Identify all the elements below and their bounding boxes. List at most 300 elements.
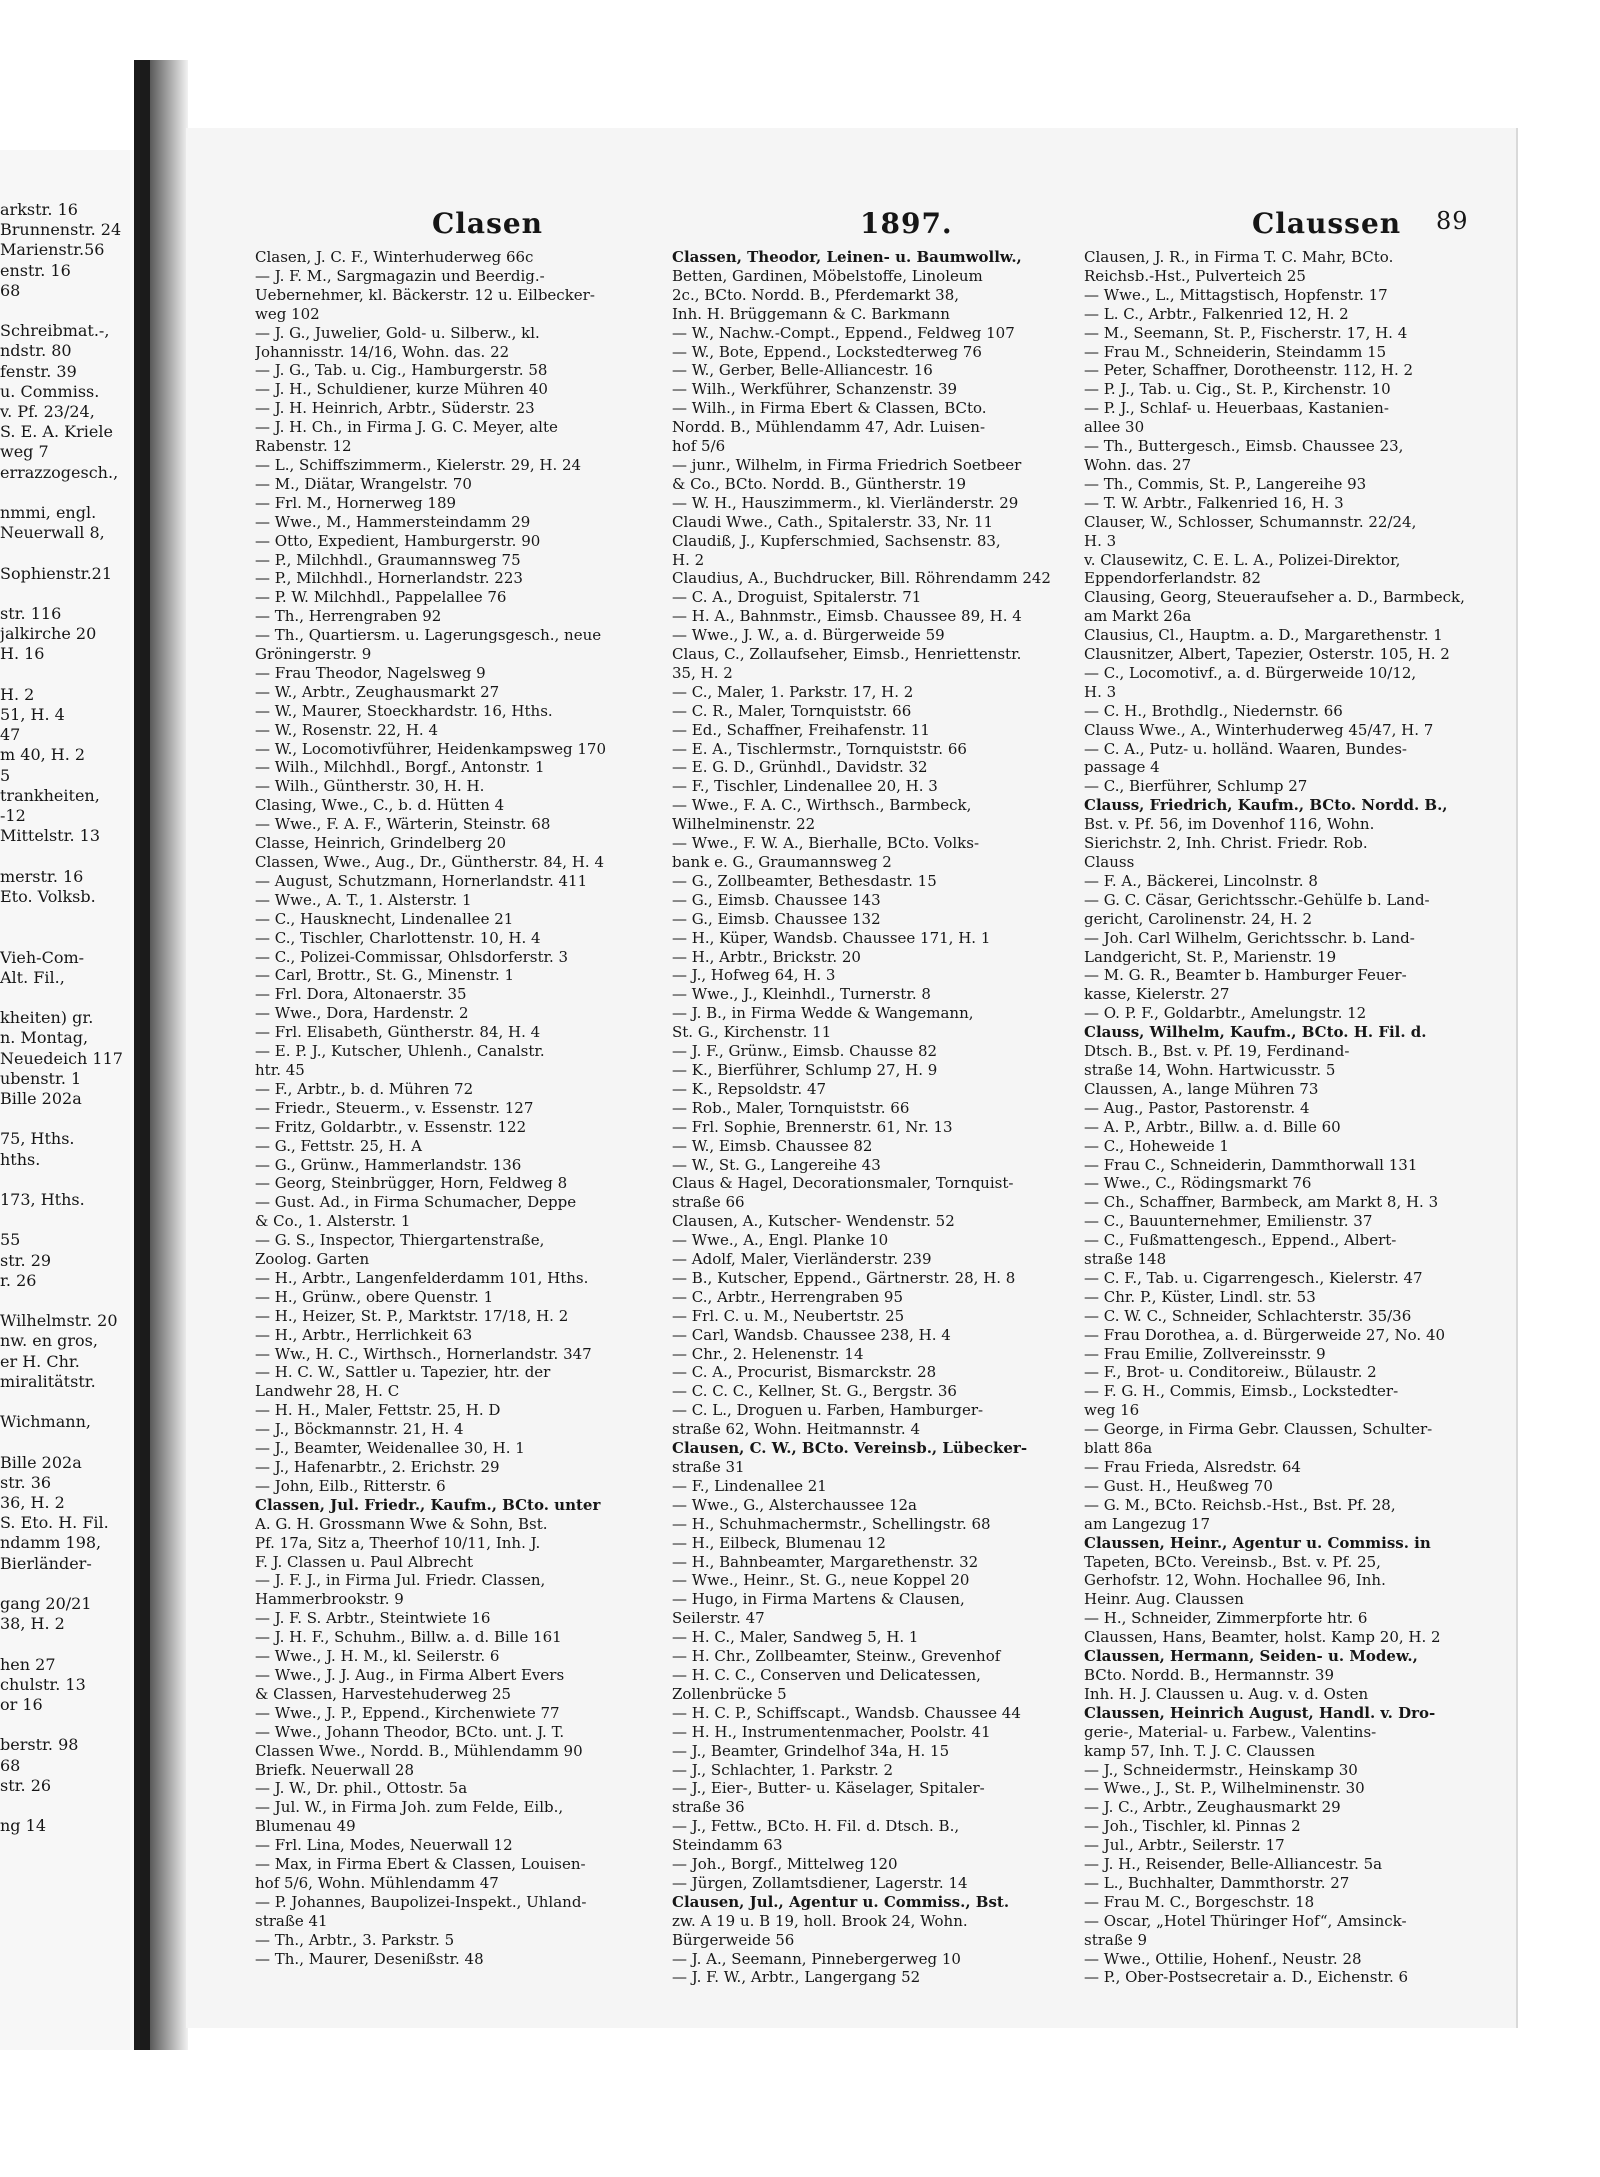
directory-entry-line: weg 16	[1084, 1401, 1140, 1420]
directory-entry-line: — J. G., Juwelier, Gold- u. Silberw., kl.	[255, 323, 540, 342]
directory-entry-line: Claus & Hagel, Decorationsmaler, Tornquist-	[672, 1174, 1014, 1193]
directory-entry-line: straße 148	[1084, 1250, 1167, 1269]
spine-shadow	[150, 60, 188, 2050]
directory-entry-line: — P. W. Milchhdl., Pappelallee 76	[255, 588, 507, 607]
directory-entry-line: — Wilh., in Firma Ebert & Classen, BCto.	[672, 399, 987, 418]
directory-entry-line: — George, in Firma Gebr. Claussen, Schulter-	[1084, 1420, 1433, 1439]
directory-entry-line: — G., Zollbeamter, Bethesdastr. 15	[672, 871, 937, 890]
directory-entry-line: — Otto, Expedient, Hamburgerstr. 90	[255, 531, 541, 550]
directory-entry-line: — C. C. C., Kellner, St. G., Bergstr. 36	[672, 1382, 957, 1401]
directory-entry-line: — Ww., H. C., Wirthsch., Hornerlandstr. 347	[255, 1344, 592, 1363]
directory-entry-line: Hammerbrookstr. 9	[255, 1590, 404, 1609]
directory-entry-line: — Carl, Wandsb. Chaussee 238, H. 4	[672, 1325, 951, 1344]
directory-entry-line: Clasing, Wwe., C., b. d. Hütten 4	[255, 796, 505, 815]
directory-entry-line: BCto. Nordd. B., Hermannstr. 39	[1084, 1665, 1334, 1684]
directory-entry-line: Clausen, J. R., in Firma T. C. Mahr, BCto.	[1084, 248, 1394, 266]
directory-entry-line: — Max, in Firma Ebert & Classen, Louisen-	[255, 1855, 586, 1874]
left-fragment-line	[0, 1432, 130, 1452]
directory-entry-line: & Classen, Harvestehuderweg 25	[255, 1684, 512, 1703]
directory-entry-line: — J., Beamter, Grindelhof 34a, H. 15	[672, 1741, 950, 1760]
directory-entry-line: — J., Beamter, Weidenallee 30, H. 1	[255, 1439, 525, 1458]
left-page-fragment	[0, 150, 134, 2050]
directory-entry-line: Zoolog. Garten	[255, 1250, 370, 1269]
left-fragment-line: n. Montag,	[0, 1028, 89, 1048]
directory-entry-line: — Wwe., G., Alsterchaussee 12a	[672, 1495, 917, 1514]
directory-entry-line: — J., Hafenarbtr., 2. Erichstr. 29	[255, 1458, 500, 1476]
left-fragment-line: ng 14	[0, 1816, 46, 1836]
book-spine	[134, 60, 150, 2050]
directory-entry-line: Uebernehmer, kl. Bäckerstr. 12 u. Eilbecker-	[255, 285, 595, 304]
directory-entry-line: — Wwe., J. P., Eppend., Kirchenwiete 77	[255, 1703, 560, 1722]
directory-entry-line: St. G., Kirchenstr. 11	[672, 1023, 832, 1042]
left-fragment-line	[0, 665, 130, 685]
directory-entry-line: — Th., Arbtr., 3. Parkstr. 5	[255, 1930, 455, 1949]
directory-entry-line: — C., Bauunternehmer, Emilienstr. 37	[1084, 1212, 1373, 1231]
directory-entry-line: — H. C., Maler, Sandweg 5, H. 1	[672, 1628, 919, 1647]
directory-entry-line: — K., Bierführer, Schlump 27, H. 9	[672, 1060, 938, 1079]
directory-entry-line: hof 5/6, Wohn. Mühlendamm 47	[255, 1873, 499, 1892]
left-fragment-line	[0, 1291, 130, 1311]
directory-entry-line: — G., Eimsb. Chaussee 143	[672, 890, 881, 909]
left-fragment-line: Bille 202a	[0, 1088, 82, 1108]
directory-entry-line: — A. P., Arbtr., Billw. a. d. Bille 60	[1084, 1117, 1341, 1136]
directory-entry-line: — H., Eilbeck, Blumenau 12	[672, 1533, 886, 1552]
directory-entry-line: — K., Repsoldstr. 47	[672, 1079, 827, 1098]
directory-entry-line: — J. H., Schuldiener, kurze Mühren 40	[255, 380, 548, 399]
directory-entry-line: Clausius, Cl., Hauptm. a. D., Margarethenstr. 1	[1084, 626, 1443, 645]
directory-entry-line: — Frl. Elisabeth, Güntherstr. 84, H. 4	[255, 1023, 541, 1042]
directory-entry-line: — P., Milchhdl., Graumannsweg 75	[255, 550, 521, 569]
directory-entry-line: — C. H., Brothdlg., Niedernstr. 66	[1084, 701, 1343, 720]
directory-entry-line: — Frl. Dora, Altonaerstr. 35	[255, 985, 467, 1004]
directory-entry-line: — C., Hausknecht, Lindenallee 21	[255, 909, 514, 928]
directory-entry-line: Nordd. B., Mühlendamm 47, Adr. Luisen-	[672, 418, 986, 437]
directory-entry-line: — Frl. Sophie, Brennerstr. 61, Nr. 13	[672, 1117, 953, 1136]
left-fragment-line: chulstr. 13	[0, 1674, 86, 1694]
directory-entry-line: — F., Lindenallee 21	[672, 1476, 827, 1495]
directory-entry-line: — L., Buchhalter, Dammthorstr. 27	[1084, 1873, 1350, 1892]
directory-entry-line: — P. J., Schlaf- u. Heuerbaas, Kastanien-	[1084, 399, 1389, 418]
left-fragment-line: Bierländer-	[0, 1553, 92, 1573]
directory-entry-line: — Joh., Tischler, kl. Pinnas 2	[1084, 1817, 1301, 1836]
directory-entry-line: — C., Maler, 1. Parkstr. 17, H. 2	[672, 682, 914, 701]
directory-entry-line: Claussen, Hermann, Seiden- u. Modew.,	[1084, 1647, 1418, 1666]
left-fragment-line: Schreibmat.-,	[0, 321, 110, 341]
directory-entry-line: — T. W. Arbtr., Falkenried 16, H. 3	[1084, 493, 1344, 512]
directory-entry-line: Classen, Wwe., Aug., Dr., Güntherstr. 84, H. 4	[255, 853, 604, 871]
directory-entry-line: — Wwe., M., Hammersteindamm 29	[255, 512, 531, 531]
directory-entry-line: straße 9	[1084, 1930, 1148, 1949]
directory-entry-line: — H., Arbtr., Langenfelderdamm 101, Hths.	[255, 1268, 589, 1287]
directory-entry-line: — J. B., in Firma Wedde & Wangemann,	[672, 1004, 974, 1023]
directory-entry-line: Claudius, A., Buchdrucker, Bill. Röhrendamm 242	[672, 569, 1051, 588]
directory-entry-line: — J. F. W., Arbtr., Langergang 52	[672, 1968, 921, 1987]
directory-entry-line: — W., St. G., Langereihe 43	[672, 1155, 881, 1174]
left-fragment-line: str. 36	[0, 1472, 52, 1492]
directory-entry-line: Gröningerstr. 9	[255, 645, 372, 664]
directory-entry-line: — Wwe., F. A. C., Wirthsch., Barmbeck,	[672, 796, 972, 815]
directory-entry-line: — E. P. J., Kutscher, Uhlenh., Canalstr.	[255, 1042, 545, 1061]
left-fragment-line: nmmi, engl.	[0, 503, 97, 523]
directory-entry-line: — G., Eimsb. Chaussee 132	[672, 909, 881, 928]
left-fragment-line: 5	[0, 765, 11, 785]
left-fragment-line: jalkirche 20	[0, 624, 97, 644]
directory-entry-line: — L., Schiffszimmerm., Kielerstr. 29, H. 24	[255, 455, 582, 474]
left-fragment-line: u. Commiss.	[0, 381, 100, 401]
directory-entry-line: — C. L., Droguen u. Farben, Hamburger-	[672, 1401, 984, 1420]
left-fragment-line: Bille 202a	[0, 1452, 82, 1472]
left-fragment-line: Marienstr.56	[0, 240, 105, 260]
directory-entry-line: — G. S., Inspector, Thiergartenstraße,	[255, 1231, 545, 1250]
left-fragment-line: r. 26	[0, 1270, 37, 1290]
directory-entry-line: — Wwe., F. A. F., Wärterin, Steinstr. 68	[255, 815, 551, 834]
directory-entry-line: straße 36	[672, 1798, 745, 1817]
directory-entry-line: — P., Milchhdl., Hornerlandstr. 223	[255, 569, 523, 588]
directory-entry-line: — Wwe., C., Rödingsmarkt 76	[1084, 1174, 1312, 1193]
directory-entry-line: — Oscar, „Hotel Thüringer Hof“, Amsinck-	[1084, 1911, 1407, 1930]
left-fragment-line: 68	[0, 1755, 21, 1775]
directory-entry-line: — C. W. C., Schneider, Schlachterstr. 35/36	[1084, 1306, 1412, 1325]
directory-entry-line: — G., Fettstr. 25, H. A	[255, 1136, 422, 1155]
left-fragment-line	[0, 847, 130, 867]
directory-entry-line: — G. M., BCto. Reichsb.-Hst., Bst. Pf. 28,	[1084, 1495, 1396, 1514]
directory-entry-line: Zollenbrücke 5	[672, 1684, 787, 1703]
directory-entry-line: — J., Schneidermstr., Heinskamp 30	[1084, 1760, 1358, 1779]
directory-entry-line: Claussen, Heinr., Agentur u. Commiss. in	[1084, 1533, 1431, 1552]
left-fragment-line: 36, H. 2	[0, 1493, 65, 1512]
left-fragment-line: Vieh-Com-	[0, 947, 85, 967]
directory-entry-line: — P., Ober-Postsecretair a. D., Eichenstr. 6	[1084, 1968, 1409, 1987]
left-fragment-line: 55	[0, 1230, 21, 1250]
directory-entry-line: Heinr. Aug. Claussen	[1084, 1590, 1244, 1609]
directory-entry-line: — junr., Wilhelm, in Firma Friedrich Soetbeer	[672, 455, 1022, 474]
directory-entry-line: — C., Arbtr., Herrengraben 95	[672, 1287, 904, 1306]
directory-entry-line: — E. G. D., Grünhdl., Davidstr. 32	[672, 758, 928, 777]
directory-entry-line: — J., Hofweg 64, H. 3	[672, 966, 836, 985]
directory-entry-line: — J. W., Dr. phil., Ottostr. 5a	[255, 1779, 468, 1798]
directory-entry-line: — John, Eilb., Ritterstr. 6	[255, 1476, 446, 1495]
directory-entry-line: Clausnitzer, Albert, Tapezier, Osterstr. 105, H. 2	[1084, 645, 1450, 664]
directory-entry-line: — O. P. F., Goldarbtr., Amelungstr. 12	[1084, 1004, 1367, 1023]
directory-entry-line: Reichsb.-Hst., Pulverteich 25	[1084, 266, 1306, 285]
left-fragment-line: hen 27	[0, 1654, 56, 1674]
directory-entry-line: — Wwe., J. W., a. d. Bürgerweide 59	[672, 626, 945, 645]
directory-entry-line: — Wilh., Milchhdl., Borgf., Antonstr. 1	[255, 758, 545, 777]
directory-entry-line: H. 3	[1084, 682, 1117, 701]
directory-entry-line: — Frau Frieda, Alsredstr. 64	[1084, 1458, 1301, 1476]
left-fragment-line: str. 116	[0, 604, 62, 624]
directory-entry-line: — Wilh., Werkführer, Schanzenstr. 39	[672, 380, 958, 399]
directory-entry-line: Tapeten, BCto. Vereinsb., Bst. v. Pf. 25,	[1084, 1552, 1381, 1571]
directory-entry-line: 2c., BCto. Nordd. B., Pferdemarkt 38,	[672, 285, 959, 304]
left-fragment-line: 51, H. 4	[0, 705, 65, 725]
left-fragment-line: H. 16	[0, 644, 45, 664]
left-fragment-line: H. 2	[0, 684, 35, 704]
directory-entry-line: Dtsch. B., Bst. v. Pf. 19, Ferdinand-	[1084, 1042, 1350, 1061]
directory-entry-line: — H. H., Instrumentenmacher, Poolstr. 41	[672, 1722, 991, 1741]
directory-entry-line: allee 30	[1084, 418, 1145, 437]
directory-entry-line: gericht, Carolinenstr. 24, H. 2	[1084, 909, 1313, 928]
directory-entry-line: — J. G., Tab. u. Cig., Hamburgerstr. 58	[255, 361, 548, 380]
directory-entry-line: Claudi Wwe., Cath., Spitalerstr. 33, Nr. 11	[672, 512, 994, 531]
directory-entry-line: Clausen, Jul., Agentur u. Commiss., Bst.	[672, 1892, 1010, 1911]
directory-entry-line: — H., Schneider, Zimmerpforte htr. 6	[1084, 1609, 1368, 1628]
directory-entry-line: Classen, Jul. Friedr., Kaufm., BCto. unter	[255, 1495, 601, 1514]
left-fragment-line: 68	[0, 280, 21, 300]
left-fragment-line	[0, 1796, 130, 1816]
left-fragment-line	[0, 1170, 130, 1190]
directory-entry-line: — Frau Theodor, Nagelsweg 9	[255, 663, 486, 682]
directory-entry-line: — J., Schlachter, 1. Parkstr. 2	[672, 1760, 894, 1779]
directory-entry-line: — W., Arbtr., Zeughausmarkt 27	[255, 682, 500, 701]
directory-entry-line: Claudiß, J., Kupferschmied, Sachsenstr. 83,	[672, 531, 1001, 550]
directory-entry-line: 35, H. 2	[672, 663, 733, 682]
directory-entry-line: — Wwe., A. T., 1. Alsterstr. 1	[255, 890, 472, 909]
directory-entry-line: Clauss, Wilhelm, Kaufm., BCto. H. Fil. d.	[1084, 1023, 1427, 1042]
directory-entry-line: hof 5/6	[672, 437, 726, 456]
left-fragment-line	[0, 1574, 130, 1594]
directory-entry-line: H. 2	[672, 550, 705, 569]
left-fragment-line: kheiten) gr.	[0, 1008, 94, 1028]
directory-entry-line: — Rob., Maler, Tornquiststr. 66	[672, 1098, 910, 1117]
left-fragment-line: er H. Chr.	[0, 1351, 80, 1371]
directory-entry-line: htr. 45	[255, 1060, 305, 1079]
left-fragment-line: str. 26	[0, 1775, 52, 1795]
directory-entry-line: — Jürgen, Zollamtsdiener, Lagerstr. 14	[672, 1873, 968, 1892]
directory-entry-line: — Jul., Arbtr., Seilerstr. 17	[1084, 1836, 1285, 1855]
directory-entry-line: Inh. H. Brüggemann & C. Barkmann	[672, 304, 950, 323]
directory-entry-line: — J., Fettw., BCto. H. Fil. d. Dtsch. B.,	[672, 1817, 960, 1836]
directory-entry-line: Bst. v. Pf. 56, im Dovenhof 116, Wohn.	[1084, 815, 1375, 834]
directory-entry-line: — J. A., Seemann, Pinnebergerweg 10	[672, 1949, 961, 1968]
directory-entry-line: — Chr. P., Küster, Lindl. str. 53	[1084, 1287, 1316, 1306]
directory-entry-line: bank e. G., Graumannsweg 2	[672, 853, 892, 871]
directory-entry-line: — Peter, Schaffner, Dorotheenstr. 112, H. 2	[1084, 361, 1414, 380]
left-fragment-line: -12	[0, 806, 26, 826]
directory-entry-line: — H. C. P., Schiffscapt., Wandsb. Chaussee 44	[672, 1703, 1021, 1722]
directory-entry-line: — Gust. H., Heußweg 70	[1084, 1476, 1273, 1495]
left-fragment-line: gang 20/21	[0, 1594, 92, 1614]
directory-entry-line: — Frl. Lina, Modes, Neuerwall 12	[255, 1836, 513, 1855]
directory-entry-line: Sierichstr. 2, Inh. Christ. Friedr. Rob.	[1084, 834, 1368, 853]
directory-entry-line: — Th., Quartiersm. u. Lagerungsgesch., neue	[255, 626, 602, 645]
directory-entry-line: A. G. H. Grossmann Wwe & Sohn, Bst.	[255, 1514, 548, 1533]
directory-entry-line: — M., Seemann, St. P., Fischerstr. 17, H. 4	[1084, 323, 1408, 342]
directory-entry-line: — J. H. Heinrich, Arbtr., Süderstr. 23	[255, 399, 535, 418]
directory-entry-line: — W., Maurer, Stoeckhardstr. 16, Hths.	[255, 701, 553, 720]
directory-entry-line: Wohn. das. 27	[1084, 455, 1192, 474]
directory-entry-line: — Georg, Steinbrügger, Horn, Feldweg 8	[255, 1174, 568, 1193]
directory-entry-line: — F., Tischler, Lindenallee 20, H. 3	[672, 777, 938, 796]
directory-entry-line: — H., Bahnbeamter, Margarethenstr. 32	[672, 1552, 979, 1571]
directory-entry-line: Claus, C., Zollaufseher, Eimsb., Henriettenstr.	[672, 645, 1022, 664]
directory-entry-line: — W., Rosenstr. 22, H. 4	[255, 720, 438, 739]
directory-entry-line: — Frau M., Schneiderin, Steindamm 15	[1084, 342, 1387, 361]
left-fragment-line: 173, Hths.	[0, 1189, 85, 1209]
directory-entry-line: — W. H., Hauszimmerm., kl. Vierländerstr. 29	[672, 493, 1019, 512]
directory-entry-line: — Wwe., J., St. P., Wilhelminenstr. 30	[1084, 1779, 1365, 1798]
left-fragment-line	[0, 543, 130, 563]
left-fragment-line: hths.	[0, 1149, 41, 1169]
directory-entry-line: — C., Tischler, Charlottenstr. 10, H. 4	[255, 928, 541, 947]
left-fragment-line: or 16	[0, 1695, 43, 1715]
left-page-text	[0, 200, 130, 1836]
left-fragment-line	[0, 927, 130, 947]
directory-entry-line: Inh. H. J. Claussen u. Aug. v. d. Osten	[1084, 1684, 1369, 1703]
left-fragment-line: str. 29	[0, 1250, 52, 1270]
directory-entry-line: Classen, Theodor, Leinen- u. Baumwollw.,	[672, 248, 1022, 266]
left-fragment-line: nw. en gros,	[0, 1331, 98, 1351]
directory-entry-line: — J. F. M., Sargmagazin und Beerdig.-	[255, 266, 545, 285]
directory-entry-line: — Wwe., J. H. M., kl. Seilerstr. 6	[255, 1647, 500, 1666]
directory-entry-line: — Fritz, Goldarbtr., v. Essenstr. 122	[255, 1117, 527, 1136]
directory-entry-line: — H., Heizer, St. P., Marktstr. 17/18, H. 2	[255, 1306, 569, 1325]
directory-entry-line: passage 4	[1084, 758, 1160, 777]
directory-entry-line: — C. R., Maler, Tornquiststr. 66	[672, 701, 912, 720]
left-fragment-line: ndstr. 80	[0, 341, 72, 361]
directory-entry-line: — G., Grünw., Hammerlandstr. 136	[255, 1155, 522, 1174]
running-header-year: 1897.	[860, 207, 953, 240]
directory-entry-line: — H., Küper, Wandsb. Chaussee 171, H. 1	[672, 928, 991, 947]
directory-column-1	[255, 248, 663, 1968]
directory-entry-line: — Wwe., Dora, Hardenstr. 2	[255, 1004, 469, 1023]
directory-entry-line: — W., Bote, Eppend., Lockstedterweg 76	[672, 342, 982, 361]
directory-entry-line: & Co., 1. Alsterstr. 1	[255, 1212, 411, 1231]
directory-entry-line: — Th., Commis, St. P., Langereihe 93	[1084, 474, 1367, 493]
directory-entry-line: — W., Gerber, Belle-Alliancestr. 16	[672, 361, 933, 380]
left-fragment-line: berstr. 98	[0, 1735, 79, 1755]
directory-entry-line: — J. H. F., Schuhm., Billw. a. d. Bille 161	[255, 1628, 562, 1647]
directory-entry-line: — Wwe., Heinr., St. G., neue Koppel 20	[672, 1571, 970, 1590]
directory-entry-line: — Frl. C. u. M., Neubertstr. 25	[672, 1306, 905, 1325]
directory-entry-line: am Markt 26a	[1084, 607, 1192, 626]
left-fragment-line	[0, 907, 130, 927]
directory-entry-line: — Carl, Brottr., St. G., Minenstr. 1	[255, 966, 515, 985]
directory-entry-line: — C., Polizei-Commissar, Ohlsdorferstr. 3	[255, 947, 569, 966]
directory-entry-line: — Joh., Borgf., Mittelweg 120	[672, 1855, 898, 1874]
directory-entry-line: — Hugo, in Firma Martens & Clausen,	[672, 1590, 965, 1609]
directory-entry-line: Johannisstr. 14/16, Wohn. das. 22	[255, 342, 510, 361]
directory-entry-line: Clauss	[1084, 853, 1135, 871]
left-fragment-line: Mittelstr. 13	[0, 826, 101, 846]
directory-entry-line: — C. A., Procurist, Bismarckstr. 28	[672, 1363, 937, 1382]
directory-entry-line: kasse, Kielerstr. 27	[1084, 985, 1230, 1004]
directory-entry-line: — J. F., Grünw., Eimsb. Chausse 82	[672, 1042, 938, 1061]
left-fragment-line: miralitätstr.	[0, 1371, 96, 1391]
directory-entry-line: straße 41	[255, 1911, 328, 1930]
directory-entry-line: — C., Bierführer, Schlump 27	[1084, 777, 1308, 796]
directory-entry-line: weg 102	[255, 304, 320, 323]
left-fragment-line: Alt. Fil.,	[0, 967, 65, 987]
directory-entry-line: Rabenstr. 12	[255, 437, 352, 456]
directory-entry-line: — Th., Herrengraben 92	[255, 607, 442, 626]
directory-entry-line: — M. G. R., Beamter b. Hamburger Feuer-	[1084, 966, 1407, 985]
directory-entry-line: Clauser, W., Schlosser, Schumannstr. 22/24,	[1084, 512, 1417, 531]
left-fragment-line	[0, 584, 130, 604]
directory-entry-line: — J. H., Reisender, Belle-Alliancestr. 5a	[1084, 1855, 1383, 1874]
left-fragment-line: 75, Hths.	[0, 1129, 75, 1149]
left-fragment-line: Neuerwall 8,	[0, 523, 105, 543]
directory-entry-line: Classen Wwe., Nordd. B., Mühlendamm 90	[255, 1741, 583, 1760]
directory-entry-line: Blumenau 49	[255, 1817, 356, 1836]
directory-entry-line: — H., Grünw., obere Quenstr. 1	[255, 1287, 494, 1306]
directory-entry-line: — Friedr., Steuerm., v. Essenstr. 127	[255, 1098, 534, 1117]
directory-entry-line: — Joh. Carl Wilhelm, Gerichtsschr. b. Land-	[1084, 928, 1415, 947]
left-fragment-line: fenstr. 39	[0, 361, 77, 381]
directory-entry-line: Clasen, J. C. F., Winterhuderweg 66c	[255, 248, 534, 266]
left-fragment-line	[0, 1109, 130, 1129]
page-number: 89	[1436, 207, 1469, 235]
directory-entry-line: — H., Arbtr., Herrlichkeit 63	[255, 1325, 473, 1344]
directory-entry-line: Briefk. Neuerwall 28	[255, 1760, 414, 1779]
directory-entry-line: — Aug., Pastor, Pastorenstr. 4	[1084, 1098, 1310, 1117]
directory-entry-line: — Wilh., Güntherstr. 30, H. H.	[255, 777, 485, 796]
left-fragment-line: v. Pf. 23/24,	[0, 402, 95, 422]
directory-entry-line: Landwehr 28, H. C	[255, 1382, 400, 1401]
left-fragment-line: arkstr. 16	[0, 200, 78, 219]
directory-entry-line: Classe, Heinrich, Grindelberg 20	[255, 834, 507, 853]
directory-entry-line: Betten, Gardinen, Möbelstoffe, Linoleum	[672, 266, 983, 285]
directory-entry-line: — Wwe., F. W. A., Bierhalle, BCto. Volks-	[672, 834, 980, 853]
directory-entry-line: straße 62, Wohn. Heitmannstr. 4	[672, 1420, 921, 1439]
directory-entry-line: — F., Arbtr., b. d. Mühren 72	[255, 1079, 474, 1098]
directory-entry-line: — Wwe., Ottilie, Hohenf., Neustr. 28	[1084, 1949, 1362, 1968]
directory-entry-line: — H. C. W., Sattler u. Tapezier, htr. der	[255, 1363, 551, 1382]
directory-entry-line: Clausen, A., Kutscher- Wendenstr. 52	[672, 1212, 955, 1231]
directory-entry-line: — Wwe., J. J. Aug., in Firma Albert Evers	[255, 1665, 565, 1684]
directory-entry-line: straße 66	[672, 1193, 745, 1212]
left-fragment-line: Wichmann,	[0, 1412, 91, 1432]
directory-entry-line: — Wwe., J., Kleinhdl., Turnerstr. 8	[672, 985, 931, 1004]
directory-entry-line: — Gust. Ad., in Firma Schumacher, Deppe	[255, 1193, 577, 1212]
directory-entry-line: straße 31	[672, 1458, 745, 1476]
directory-entry-line: — F., Brot- u. Conditoreiw., Bülaustr. 2	[1084, 1363, 1377, 1382]
directory-column-2	[672, 248, 1080, 1987]
directory-entry-line: — Ed., Schaffner, Freihafenstr. 11	[672, 720, 930, 739]
directory-entry-line: — H. Chr., Zollbeamter, Steinw., Grevenhof	[672, 1647, 1001, 1666]
directory-entry-line: Clausen, C. W., BCto. Vereinsb., Lübecker-	[672, 1439, 1028, 1458]
left-fragment-line: enstr. 16	[0, 260, 71, 280]
directory-entry-line: — J. C., Arbtr., Zeughausmarkt 29	[1084, 1798, 1341, 1817]
directory-entry-line: Pf. 17a, Sitz a, Theerhof 10/11, Inh. J.	[255, 1533, 541, 1552]
left-fragment-line: 47	[0, 725, 21, 745]
directory-entry-line: — C. A., Droguist, Spitalerstr. 71	[672, 588, 922, 607]
left-fragment-line	[0, 1715, 130, 1735]
directory-entry-line: — B., Kutscher, Eppend., Gärtnerstr. 28, H. 8	[672, 1268, 1016, 1287]
directory-entry-line: — Frau Dorothea, a. d. Bürgerweide 27, No. 40	[1084, 1325, 1446, 1344]
directory-entry-line: — Frau Emilie, Zollvereinsstr. 9	[1084, 1344, 1326, 1363]
directory-entry-line: — C., Locomotivf., a. d. Bürgerweide 10/12,	[1084, 663, 1417, 682]
left-fragment-line: m 40, H. 2	[0, 745, 86, 765]
left-fragment-line: trankheiten,	[0, 785, 100, 805]
directory-entry-line: — C. F., Tab. u. Cigarrengesch., Kielerstr. 47	[1084, 1268, 1423, 1287]
directory-entry-line: kamp 57, Inh. T. J. C. Claussen	[1084, 1741, 1316, 1760]
directory-entry-line: — H. H., Maler, Fettstr. 25, H. D	[255, 1401, 501, 1420]
directory-entry-line: Clausing, Georg, Steueraufseher a. D., Barmbeck,	[1084, 588, 1465, 607]
directory-entry-line: zw. A 19 u. B 19, holl. Brook 24, Wohn.	[672, 1911, 968, 1930]
directory-entry-line: Claussen, A., lange Mühren 73	[1084, 1079, 1319, 1098]
directory-entry-line: H. 3	[1084, 531, 1117, 550]
directory-entry-line: — Adolf, Maler, Vierländerstr. 239	[672, 1250, 932, 1269]
directory-entry-line: — P. J., Tab. u. Cig., St. P., Kirchenstr. 10	[1084, 380, 1391, 399]
directory-entry-line: v. Clausewitz, C. E. L. A., Polizei-Direktor,	[1084, 550, 1401, 569]
directory-entry-line: Clauss, Friedrich, Kaufm., BCto. Nordd. B.,	[1084, 796, 1448, 815]
left-fragment-line	[0, 1634, 130, 1654]
directory-entry-line: — H., Schuhmachermstr., Schellingstr. 68	[672, 1514, 991, 1533]
directory-entry-line: & Co., BCto. Nordd. B., Güntherstr. 19	[672, 474, 967, 493]
directory-entry-line: — Th., Maurer, Desenißstr. 48	[255, 1949, 484, 1968]
directory-entry-line: straße 14, Wohn. Hartwicusstr. 5	[1084, 1060, 1336, 1079]
